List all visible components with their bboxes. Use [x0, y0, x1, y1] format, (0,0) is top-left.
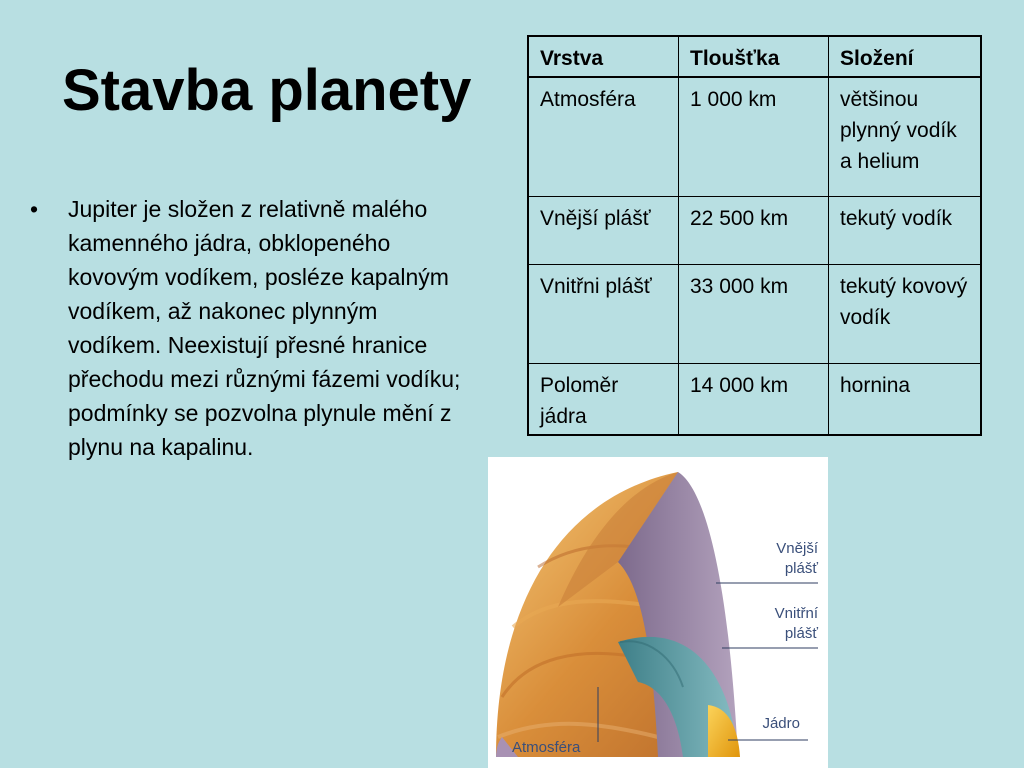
cell-thickness: 14 000 km — [679, 364, 829, 436]
cell-composition: tekutý kovový vodík — [829, 265, 982, 364]
table-row — [528, 77, 981, 197]
header-thickness: Tloušťka — [679, 36, 829, 77]
table-row — [528, 197, 981, 265]
slide-title: Stavba planety — [62, 58, 472, 123]
bullet-paragraph — [30, 192, 470, 464]
cell-composition: většinou plynný vodík a helium — [829, 77, 982, 197]
cell-thickness: 33 000 km — [679, 265, 829, 364]
table-row — [528, 364, 981, 436]
bullet-dot: • — [30, 196, 39, 222]
cell-thickness: 1 000 km — [679, 77, 829, 197]
cell-layer: Vnější plášť — [528, 197, 679, 265]
cell-layer: Atmosféra — [528, 77, 679, 197]
cell-layer: Vnitřni plášť — [528, 265, 679, 364]
table-header-row — [528, 36, 981, 77]
bullet-text: Jupiter je složen z relativně malého kamenného jádra, obklopeného kovovým vodíkem, posléze kapalným vodíkem, až nakonec plynným vodíkem. Neexistují přesné hranice přechodu mezi různými fázemi vodíku; podmínky se pozvolna plynule mění z plynu na kapalinu. — [68, 196, 461, 460]
label-atmosphere: Atmosféra — [512, 739, 581, 756]
label-core: Jádro — [762, 715, 800, 732]
label-inner-mantle-2: plášť — [784, 625, 818, 642]
jupiter-cutaway-figure — [488, 457, 828, 768]
cell-composition: hornina — [829, 364, 982, 436]
label-outer-mantle-2: plášť — [784, 560, 818, 577]
table-row — [528, 265, 981, 364]
cell-thickness: 22 500 km — [679, 197, 829, 265]
header-layer: Vrstva — [528, 36, 679, 77]
cell-layer: Poloměr jádra — [528, 364, 679, 436]
label-inner-mantle-1: Vnitřní — [774, 605, 818, 622]
header-composition: Složení — [829, 36, 982, 77]
label-outer-mantle-1: Vnější — [776, 540, 818, 557]
cell-composition: tekutý vodík — [829, 197, 982, 265]
jupiter-cutaway-illustration — [488, 457, 828, 768]
layers-table — [527, 35, 982, 436]
